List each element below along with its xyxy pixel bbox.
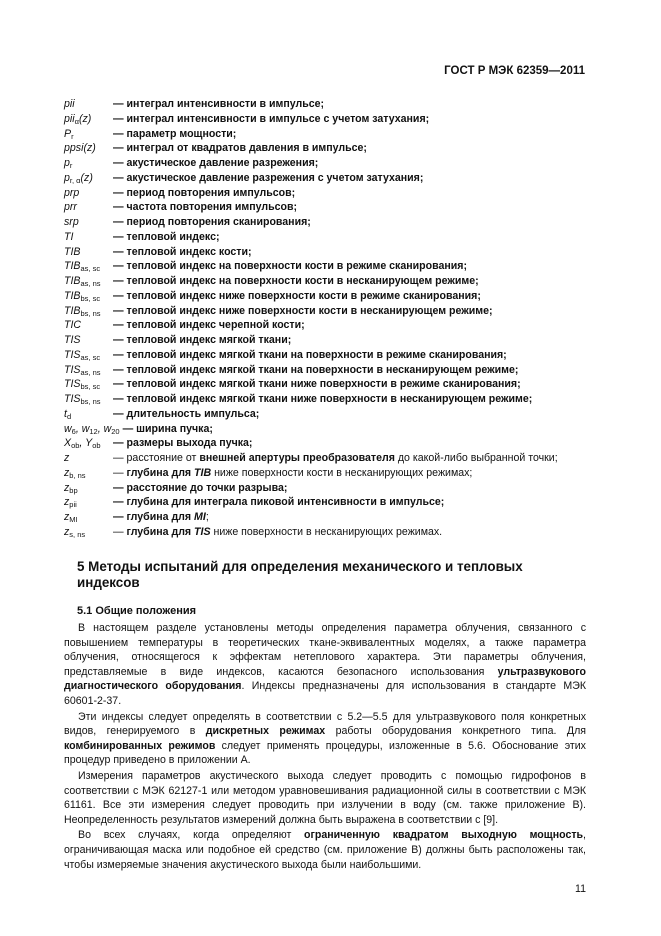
symbol-list: [64, 97, 604, 540]
symbol: [64, 230, 113, 245]
symbol-subscript: b, ns: [69, 470, 86, 480]
symbol-description: [113, 97, 324, 112]
symbol-subscript: as, sc: [80, 264, 101, 274]
symbol-description: [113, 333, 291, 348]
description-segment: — интеграл от квадратов давления в импульсе;: [113, 142, 367, 155]
symbol: [64, 304, 113, 319]
description-segment: — размеры выхода пучка;: [113, 437, 253, 450]
paragraph-segment: комбинированных режимов: [64, 739, 216, 752]
description-segment: — тепловой индекс мягкой ткани ниже поверхности в несканирующем режиме;: [113, 393, 533, 405]
paragraph-segment: Эти индексы следует определять в соответствии с 5.2—5.5 для ультразвукового поля конкретных видов, генерируемого в: [64, 710, 586, 738]
description-segment: — акустическое давление разрежения;: [113, 157, 319, 169]
description-segment: внешней апертуры преобразователя: [199, 452, 395, 464]
description-segment: — тепловой индекс мягкой ткани ниже поверхности в режиме сканирования;: [113, 378, 521, 391]
symbol-text: (z): [80, 171, 93, 184]
symbol: [64, 451, 113, 466]
symbol-description: [113, 348, 507, 363]
symbol-text: P: [64, 127, 72, 140]
symbol-row: [64, 392, 604, 407]
symbol-text: z: [64, 481, 70, 494]
symbol-text: z: [64, 511, 70, 523]
description-segment: — длительность импульса;: [113, 407, 260, 420]
symbol-row: [64, 318, 604, 333]
section-content: [64, 559, 586, 896]
symbol-text: TIB: [64, 275, 81, 287]
description-segment: — тепловой индекс ниже поверхности кости в режиме сканирования;: [113, 289, 481, 302]
symbol: [64, 289, 113, 304]
symbol-text: z: [64, 452, 70, 464]
symbol-subscript: 12: [89, 426, 98, 436]
symbol-text: TIB: [64, 304, 81, 317]
description-segment: — расстояние до точки разрыва;: [113, 481, 288, 494]
symbol: [64, 363, 113, 378]
description-segment: до какой-либо выбранной точки;: [394, 452, 558, 464]
symbol-text: , w: [97, 422, 112, 435]
symbol: [64, 97, 113, 112]
symbol-row: [64, 481, 604, 496]
symbol: [64, 466, 113, 481]
symbol-description: [113, 363, 518, 378]
symbol-row: [64, 127, 604, 142]
symbol-row: [64, 274, 604, 289]
symbol-subscript: bs, ns: [80, 308, 101, 318]
symbol-description: [113, 141, 367, 156]
symbol-text: prp: [64, 186, 80, 199]
symbol-row: [64, 141, 604, 156]
symbol-subscript: 20: [111, 426, 120, 436]
symbol-subscript: MI: [69, 515, 78, 524]
symbol-row: [64, 451, 604, 466]
description-segment: — глубина для: [113, 511, 195, 523]
symbol-description: [113, 289, 481, 304]
symbol-subscript: α: [74, 116, 79, 126]
symbol-row: [64, 495, 604, 510]
description-segment: — тепловой индекс;: [113, 230, 220, 243]
symbol: [64, 112, 113, 127]
symbol-subscript: r, α: [69, 175, 81, 185]
description-segment: —: [113, 466, 127, 479]
paragraph-segment: , ограничивающая маска или подобное ей средство (см. приложение В) должны быть расположены так, чтобы измеряемые значения акустического выхода были наибольшими.: [64, 829, 586, 871]
symbol-row: [64, 215, 604, 230]
symbol-row: [64, 422, 604, 437]
description-segment: глубина для: [126, 466, 195, 479]
description-segment: — ширина пучка;: [122, 422, 213, 435]
symbol-description: [113, 230, 220, 245]
symbol: [64, 377, 113, 392]
subsection-heading: 5.1 Общие положения: [77, 605, 197, 617]
symbol-description: [113, 112, 429, 127]
symbol-subscript: as, sc: [80, 352, 101, 362]
symbol: [64, 141, 113, 156]
symbol-row: [64, 230, 604, 245]
symbol-text: t: [64, 407, 67, 420]
symbol-subscript: pii: [69, 500, 77, 510]
symbol: [64, 407, 113, 422]
symbol-text: , Y: [79, 437, 93, 450]
symbol-text: srp: [64, 216, 79, 228]
description-segment: — глубина для интеграла пиковой интенсивности в импульсе;: [113, 496, 445, 509]
paragraph-segment: Во всех случаях, когда определяют: [78, 829, 305, 842]
symbol-text: TIS: [64, 348, 81, 361]
symbol-description: [113, 156, 318, 171]
symbol-text: p: [64, 171, 70, 184]
description-segment: ниже поверхности кости в несканирующих режимах;: [211, 466, 473, 479]
description-segment: MI: [194, 511, 206, 523]
symbol-row: [64, 97, 604, 112]
symbol: [64, 525, 113, 540]
description-segment: — тепловой индекс мягкой ткани на поверхности в несканирующем режиме;: [113, 363, 519, 376]
symbol-subscript: r: [71, 131, 74, 141]
paragraph-segment: ограниченную квадратом выходную мощность: [304, 829, 584, 842]
symbol-row: [64, 200, 604, 215]
symbol-description: [113, 318, 305, 333]
symbol: [64, 495, 113, 510]
description-segment: — расстояние от: [113, 452, 200, 464]
description-segment: — интеграл интенсивности в импульсе;: [113, 98, 325, 110]
paragraph-segment: . Индексы предназначены для использования в стандарте МЭК 60601-2-37.: [64, 680, 586, 707]
paragraph: [64, 621, 586, 709]
symbol-text: TIS: [64, 378, 81, 391]
symbol-description: [113, 481, 287, 496]
symbol-row: [64, 363, 604, 378]
paragraph: [64, 769, 586, 827]
symbol-row: [64, 466, 604, 481]
description-segment: ;: [205, 511, 209, 523]
symbol: [64, 274, 113, 289]
page-number: 11: [575, 883, 586, 896]
symbol-subscript: bs, ns: [80, 397, 101, 406]
symbol-subscript: r: [69, 161, 73, 170]
section-heading: 5 Методы испытаний для определения механического и тепловых индексов: [77, 559, 523, 590]
paragraph-segment: ультразвукового диагностического оборудования: [64, 665, 586, 693]
description-segment: — тепловой индекс кости;: [113, 245, 252, 258]
symbol-text: TIB: [64, 289, 81, 302]
paragraph: [64, 828, 586, 872]
symbol: [64, 318, 113, 333]
symbol-text: z: [64, 525, 70, 538]
symbol-row: [64, 510, 604, 525]
symbol: [64, 392, 113, 407]
symbol-description: [113, 274, 479, 289]
description-segment: — тепловой индекс черепной кости;: [113, 319, 305, 332]
description-segment: — период повторения импульсов;: [113, 186, 296, 199]
symbol-row: [64, 186, 604, 201]
symbol-description: [113, 525, 442, 540]
symbol-description: [113, 186, 295, 201]
symbol: [64, 510, 113, 525]
symbol-row: [64, 333, 604, 348]
symbol-text: w: [64, 422, 72, 435]
symbol-text: pii: [64, 98, 75, 110]
document-header: ГОСТ Р МЭК 62359—2011: [444, 65, 585, 77]
symbol-subscript: bs, sc: [80, 382, 101, 392]
symbol-row: [64, 171, 604, 186]
symbol-description: [113, 171, 423, 186]
symbol-row: [64, 377, 604, 392]
symbol-description: [123, 422, 213, 437]
paragraph-segment: Измерения параметров акустического выхода следует проводить с помощью гидрофонов в соответствии с МЭК 62127-1 или методом уравновешивания радиационной силы в соответствии с МЭК 61161. Все эти измерения следует проводить при излучении в воду (см. также приложение В). Неопределенность результатов измерений должна быть выражена в соответствии с [9].: [64, 769, 586, 826]
symbol: [64, 215, 113, 230]
symbol-description: [113, 245, 252, 260]
description-segment: — параметр мощности;: [113, 127, 237, 140]
description-segment: — тепловой индекс ниже поверхности кости в несканирующем режиме;: [113, 304, 493, 317]
description-segment: ниже поверхности в несканирующих режимах.: [210, 525, 443, 538]
symbol-description: [113, 510, 209, 525]
symbol-description: [113, 451, 558, 466]
symbol-description: [113, 377, 521, 392]
symbol-row: [64, 436, 604, 451]
description-segment: — акустическое давление разрежения с учетом затухания;: [113, 171, 424, 184]
description-segment: глубина для: [126, 525, 195, 538]
symbol-description: [113, 215, 311, 230]
symbol-subscript: d: [66, 411, 72, 421]
symbol-text: , w: [75, 422, 90, 435]
symbol-text: p: [64, 157, 70, 169]
symbol-subscript: as, ns: [80, 367, 101, 377]
symbol-subscript: ob: [71, 441, 80, 451]
symbol-row: [64, 304, 604, 319]
paragraph: [64, 710, 586, 768]
symbol-row: [64, 289, 604, 304]
symbol-description: [113, 495, 444, 510]
paragraph-segment: следует применять процедуры, изложенные в 5.6. Обоснование этих процедур приведено в приложении А.: [64, 739, 586, 767]
symbol-row: [64, 245, 604, 260]
symbol-text: TIS: [64, 363, 81, 376]
description-segment: — тепловой индекс мягкой ткани на поверхности в режиме сканирования;: [113, 348, 507, 361]
description-segment: — тепловой индекс на поверхности кости в несканирующем режиме;: [113, 275, 479, 287]
symbol: [64, 127, 113, 142]
description-segment: — период повторения сканирования;: [113, 216, 311, 228]
symbol: [64, 171, 113, 186]
description-segment: TIS: [194, 525, 211, 538]
symbol: [64, 481, 113, 496]
paragraph-segment: В настоящем разделе установлены методы определения параметра облучения, связанного с повышением температуры в теоретических ткане-эквивалентных моделях, а также параметра облучения, относящегося к эффектам нетеплового характера. Эти параметры облучения, представляемые в виде индексов, касаются безопасного использования: [64, 622, 586, 678]
description-segment: —: [113, 525, 127, 538]
symbol-subscript: as, ns: [80, 279, 101, 288]
symbol-text: ppsi: [64, 142, 84, 155]
description-segment: — частота повторения импульсов;: [113, 201, 298, 214]
symbol-subscript: 6: [71, 426, 76, 436]
symbol-row: [64, 407, 604, 422]
symbol-text: TIB: [64, 245, 81, 258]
symbol-description: [113, 436, 252, 451]
symbol-text: prr: [64, 201, 77, 214]
symbol-text: z: [64, 466, 70, 479]
symbol: [64, 200, 113, 215]
description-segment: — тепловой индекс мягкой ткани;: [113, 334, 292, 346]
symbol-text: TI: [64, 230, 74, 243]
symbol: [64, 348, 113, 363]
symbol-text: (z): [78, 112, 92, 125]
symbol-subscript: bp: [69, 485, 78, 495]
symbol: [64, 436, 113, 451]
symbol-description: [113, 407, 259, 422]
paragraph-segment: работы оборудования конкретного типа. Для: [325, 725, 587, 738]
symbol-row: [64, 112, 604, 127]
symbol-subscript: bs, sc: [80, 293, 101, 303]
symbol-subscript: s, ns: [69, 529, 86, 539]
symbol-text: TIC: [64, 319, 82, 332]
description-segment: — интеграл интенсивности в импульсе с учетом затухания;: [113, 112, 430, 125]
symbol-text: TIB: [64, 260, 81, 273]
symbol-description: [113, 200, 297, 215]
symbol-description: [113, 259, 467, 274]
symbol-text: X: [64, 437, 72, 450]
symbol-description: [113, 127, 236, 142]
symbol: [64, 245, 113, 260]
symbol: [64, 333, 113, 348]
symbol-row: [64, 259, 604, 274]
symbol-text: TIS: [64, 334, 81, 346]
symbol: [64, 259, 113, 274]
description-segment: TIB: [194, 466, 212, 479]
symbol-text: (z): [83, 142, 96, 155]
symbol-subscript: ob: [92, 441, 101, 451]
symbol: [64, 186, 113, 201]
symbol-row: [64, 348, 604, 363]
symbol-text: TIS: [64, 393, 81, 405]
paragraph-segment: дискретных режимах: [205, 725, 326, 738]
symbol-text: z: [64, 496, 70, 509]
symbol-row: [64, 525, 604, 540]
body-text: [64, 621, 586, 872]
symbol: [64, 422, 123, 437]
symbol-description: [113, 466, 472, 481]
description-segment: — тепловой индекс на поверхности кости в режиме сканирования;: [113, 260, 467, 273]
symbol-description: [113, 392, 532, 407]
symbol: [64, 156, 113, 171]
symbol-description: [113, 304, 493, 319]
symbol-row: [64, 156, 604, 171]
symbol-text: pii: [64, 112, 75, 125]
